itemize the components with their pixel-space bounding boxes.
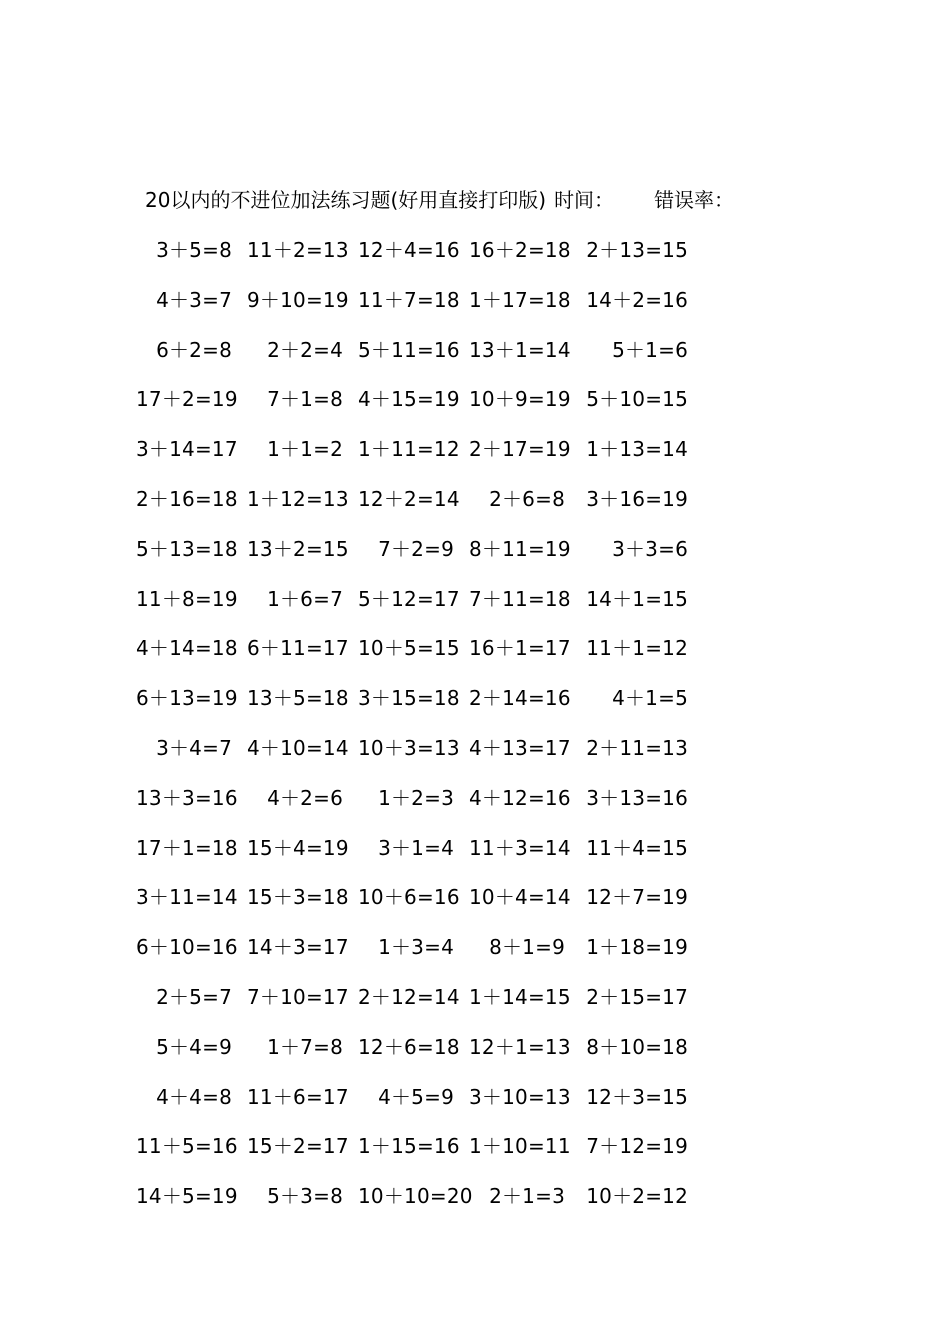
problem-cell: 5＋11=16 — [358, 337, 460, 362]
problem-cell: 1＋14=15 — [469, 984, 571, 1009]
problem-cell: 5＋4=9 — [156, 1034, 232, 1059]
problem-row — [136, 883, 706, 933]
problem-cell: 7＋1=8 — [267, 387, 343, 412]
problem-cell: 6＋13=19 — [136, 686, 238, 711]
problem-cell: 3＋15=18 — [358, 686, 460, 711]
problem-row — [136, 834, 706, 884]
problem-cell: 1＋17=18 — [469, 287, 571, 312]
problem-cell: 1＋2=3 — [378, 785, 454, 810]
problem-cell: 2＋12=14 — [358, 984, 460, 1009]
problem-cell: 3＋13=16 — [586, 785, 688, 810]
problem-cell: 5＋12=17 — [358, 586, 460, 611]
problem-cell: 2＋14=16 — [469, 686, 571, 711]
problem-cell: 13＋3=16 — [136, 785, 238, 810]
problem-cell: 12＋4=16 — [358, 238, 460, 262]
problem-cell: 16＋1=17 — [469, 636, 571, 661]
problem-cell: 2＋15=17 — [586, 984, 688, 1009]
problem-cell: 12＋1=13 — [469, 1034, 571, 1059]
problem-cell: 10＋6=16 — [358, 885, 460, 910]
problem-cell: 17＋1=18 — [136, 835, 238, 860]
problem-cell: 11＋2=13 — [247, 238, 349, 262]
problem-cell: 2＋5=7 — [156, 984, 232, 1009]
problem-cell: 16＋2=18 — [469, 238, 571, 262]
problem-cell: 4＋10=14 — [247, 735, 349, 760]
problem-cell: 1＋7=8 — [267, 1034, 343, 1059]
problem-row — [136, 585, 706, 635]
problem-cell: 15＋4=19 — [247, 835, 349, 860]
problem-cell: 10＋10=20 — [358, 1184, 473, 1209]
problem-cell: 14＋1=15 — [586, 586, 688, 611]
problem-row — [136, 485, 706, 535]
problem-row — [136, 634, 706, 684]
problem-cell: 2＋16=18 — [136, 486, 238, 511]
error-rate-label: 错误率： — [654, 188, 735, 212]
problem-cell: 11＋7=18 — [358, 287, 460, 312]
problem-row — [136, 385, 706, 435]
time-label: 时间： — [554, 188, 615, 212]
problem-cell: 11＋3=14 — [469, 835, 571, 860]
problem-cell: 4＋3=7 — [156, 287, 232, 312]
problem-cell: 1＋3=4 — [378, 935, 454, 960]
problem-cell: 4＋14=18 — [136, 636, 238, 661]
problem-cell: 3＋10=13 — [469, 1084, 571, 1109]
problem-cell: 12＋6=18 — [358, 1034, 460, 1059]
problem-cell: 9＋10=19 — [247, 287, 349, 312]
problem-cell: 6＋10=16 — [136, 935, 238, 960]
problem-cell: 4＋2=6 — [267, 785, 343, 810]
problem-grid — [136, 236, 706, 1232]
problem-cell: 4＋15=19 — [358, 387, 460, 412]
problem-cell: 17＋2=19 — [136, 387, 238, 412]
problem-row — [136, 1182, 706, 1232]
problem-cell: 11＋1=12 — [586, 636, 688, 661]
problem-cell: 4＋4=8 — [156, 1084, 232, 1109]
problem-cell: 4＋12=16 — [469, 785, 571, 810]
problem-cell: 11＋8=19 — [136, 586, 238, 611]
problem-cell: 10＋4=14 — [469, 885, 571, 910]
problem-row — [136, 435, 706, 485]
problem-cell: 12＋7=19 — [586, 885, 688, 910]
problem-cell: 2＋17=19 — [469, 437, 571, 462]
problem-cell: 10＋5=15 — [358, 636, 460, 661]
problem-cell: 8＋11=19 — [469, 536, 571, 561]
problem-cell: 5＋10=15 — [586, 387, 688, 412]
problem-cell: 6＋2=8 — [156, 337, 232, 362]
page-title — [145, 186, 734, 214]
problem-cell: 14＋2=16 — [586, 287, 688, 312]
problem-row — [136, 933, 706, 983]
problem-cell: 7＋10=17 — [247, 984, 349, 1009]
problem-row — [146, 1083, 706, 1133]
problem-cell: 1＋12=13 — [247, 486, 349, 511]
problem-cell: 4＋5=9 — [378, 1084, 454, 1109]
problem-cell: 7＋2=9 — [378, 536, 454, 561]
problem-cell: 7＋12=19 — [586, 1134, 688, 1159]
worksheet-title: 20以内的不进位加法练习题(好用直接打印版) — [145, 188, 547, 212]
problem-cell: 3＋16=19 — [586, 486, 688, 511]
problem-cell: 1＋6=7 — [267, 586, 343, 611]
problem-cell: 3＋14=17 — [136, 437, 238, 462]
problem-cell: 10＋2=12 — [586, 1184, 688, 1209]
problem-row — [136, 535, 706, 585]
problem-row — [146, 286, 706, 336]
problem-cell: 3＋1=4 — [378, 835, 454, 860]
problem-cell: 5＋13=18 — [136, 536, 238, 561]
problem-cell: 2＋11=13 — [586, 735, 688, 760]
problem-cell: 2＋2=4 — [267, 337, 343, 362]
problem-cell: 12＋2=14 — [358, 486, 460, 511]
problem-cell: 1＋1=2 — [267, 437, 343, 462]
problem-row — [136, 1132, 706, 1182]
problem-cell: 15＋2=17 — [247, 1134, 349, 1159]
problem-row — [146, 734, 706, 784]
problem-cell: 3＋4=7 — [156, 735, 232, 760]
problem-cell: 10＋9=19 — [469, 387, 571, 412]
problem-cell: 13＋2=15 — [247, 536, 349, 561]
problem-cell: 3＋11=14 — [136, 885, 238, 910]
problem-cell: 1＋15=16 — [358, 1134, 460, 1159]
problem-cell: 2＋13=15 — [586, 238, 688, 262]
problem-cell: 15＋3=18 — [247, 885, 349, 910]
problem-row — [146, 336, 706, 386]
problem-row — [146, 1033, 706, 1083]
problem-cell: 3＋3=6 — [612, 536, 688, 561]
problem-cell: 1＋13=14 — [586, 437, 688, 462]
problem-row — [146, 236, 706, 286]
problem-cell: 2＋6=8 — [489, 486, 565, 511]
problem-row — [146, 983, 706, 1033]
problem-cell: 5＋1=6 — [612, 337, 688, 362]
problem-cell: 14＋5=19 — [136, 1184, 238, 1209]
problem-cell: 6＋11=17 — [247, 636, 349, 661]
problem-cell: 14＋3=17 — [247, 935, 349, 960]
problem-cell: 1＋10=11 — [469, 1134, 571, 1159]
problem-cell: 2＋1=3 — [489, 1184, 565, 1209]
problem-cell: 13＋5=18 — [247, 686, 349, 711]
problem-cell: 4＋13=17 — [469, 735, 571, 760]
problem-cell: 11＋6=17 — [247, 1084, 349, 1109]
problem-cell: 1＋11=12 — [358, 437, 460, 462]
problem-cell: 3＋5=8 — [156, 238, 232, 262]
problem-cell: 11＋5=16 — [136, 1134, 238, 1159]
problem-cell: 8＋1=9 — [489, 935, 565, 960]
problem-cell: 8＋10=18 — [586, 1034, 688, 1059]
problem-cell: 10＋3=13 — [358, 735, 460, 760]
problem-row — [136, 684, 706, 734]
problem-cell: 1＋18=19 — [586, 935, 688, 960]
problem-row — [136, 784, 706, 834]
problem-cell: 7＋11=18 — [469, 586, 571, 611]
problem-cell: 5＋3=8 — [267, 1184, 343, 1209]
problem-cell: 4＋1=5 — [612, 686, 688, 711]
problem-cell: 11＋4=15 — [586, 835, 688, 860]
problem-cell: 13＋1=14 — [469, 337, 571, 362]
problem-cell: 12＋3=15 — [586, 1084, 688, 1109]
